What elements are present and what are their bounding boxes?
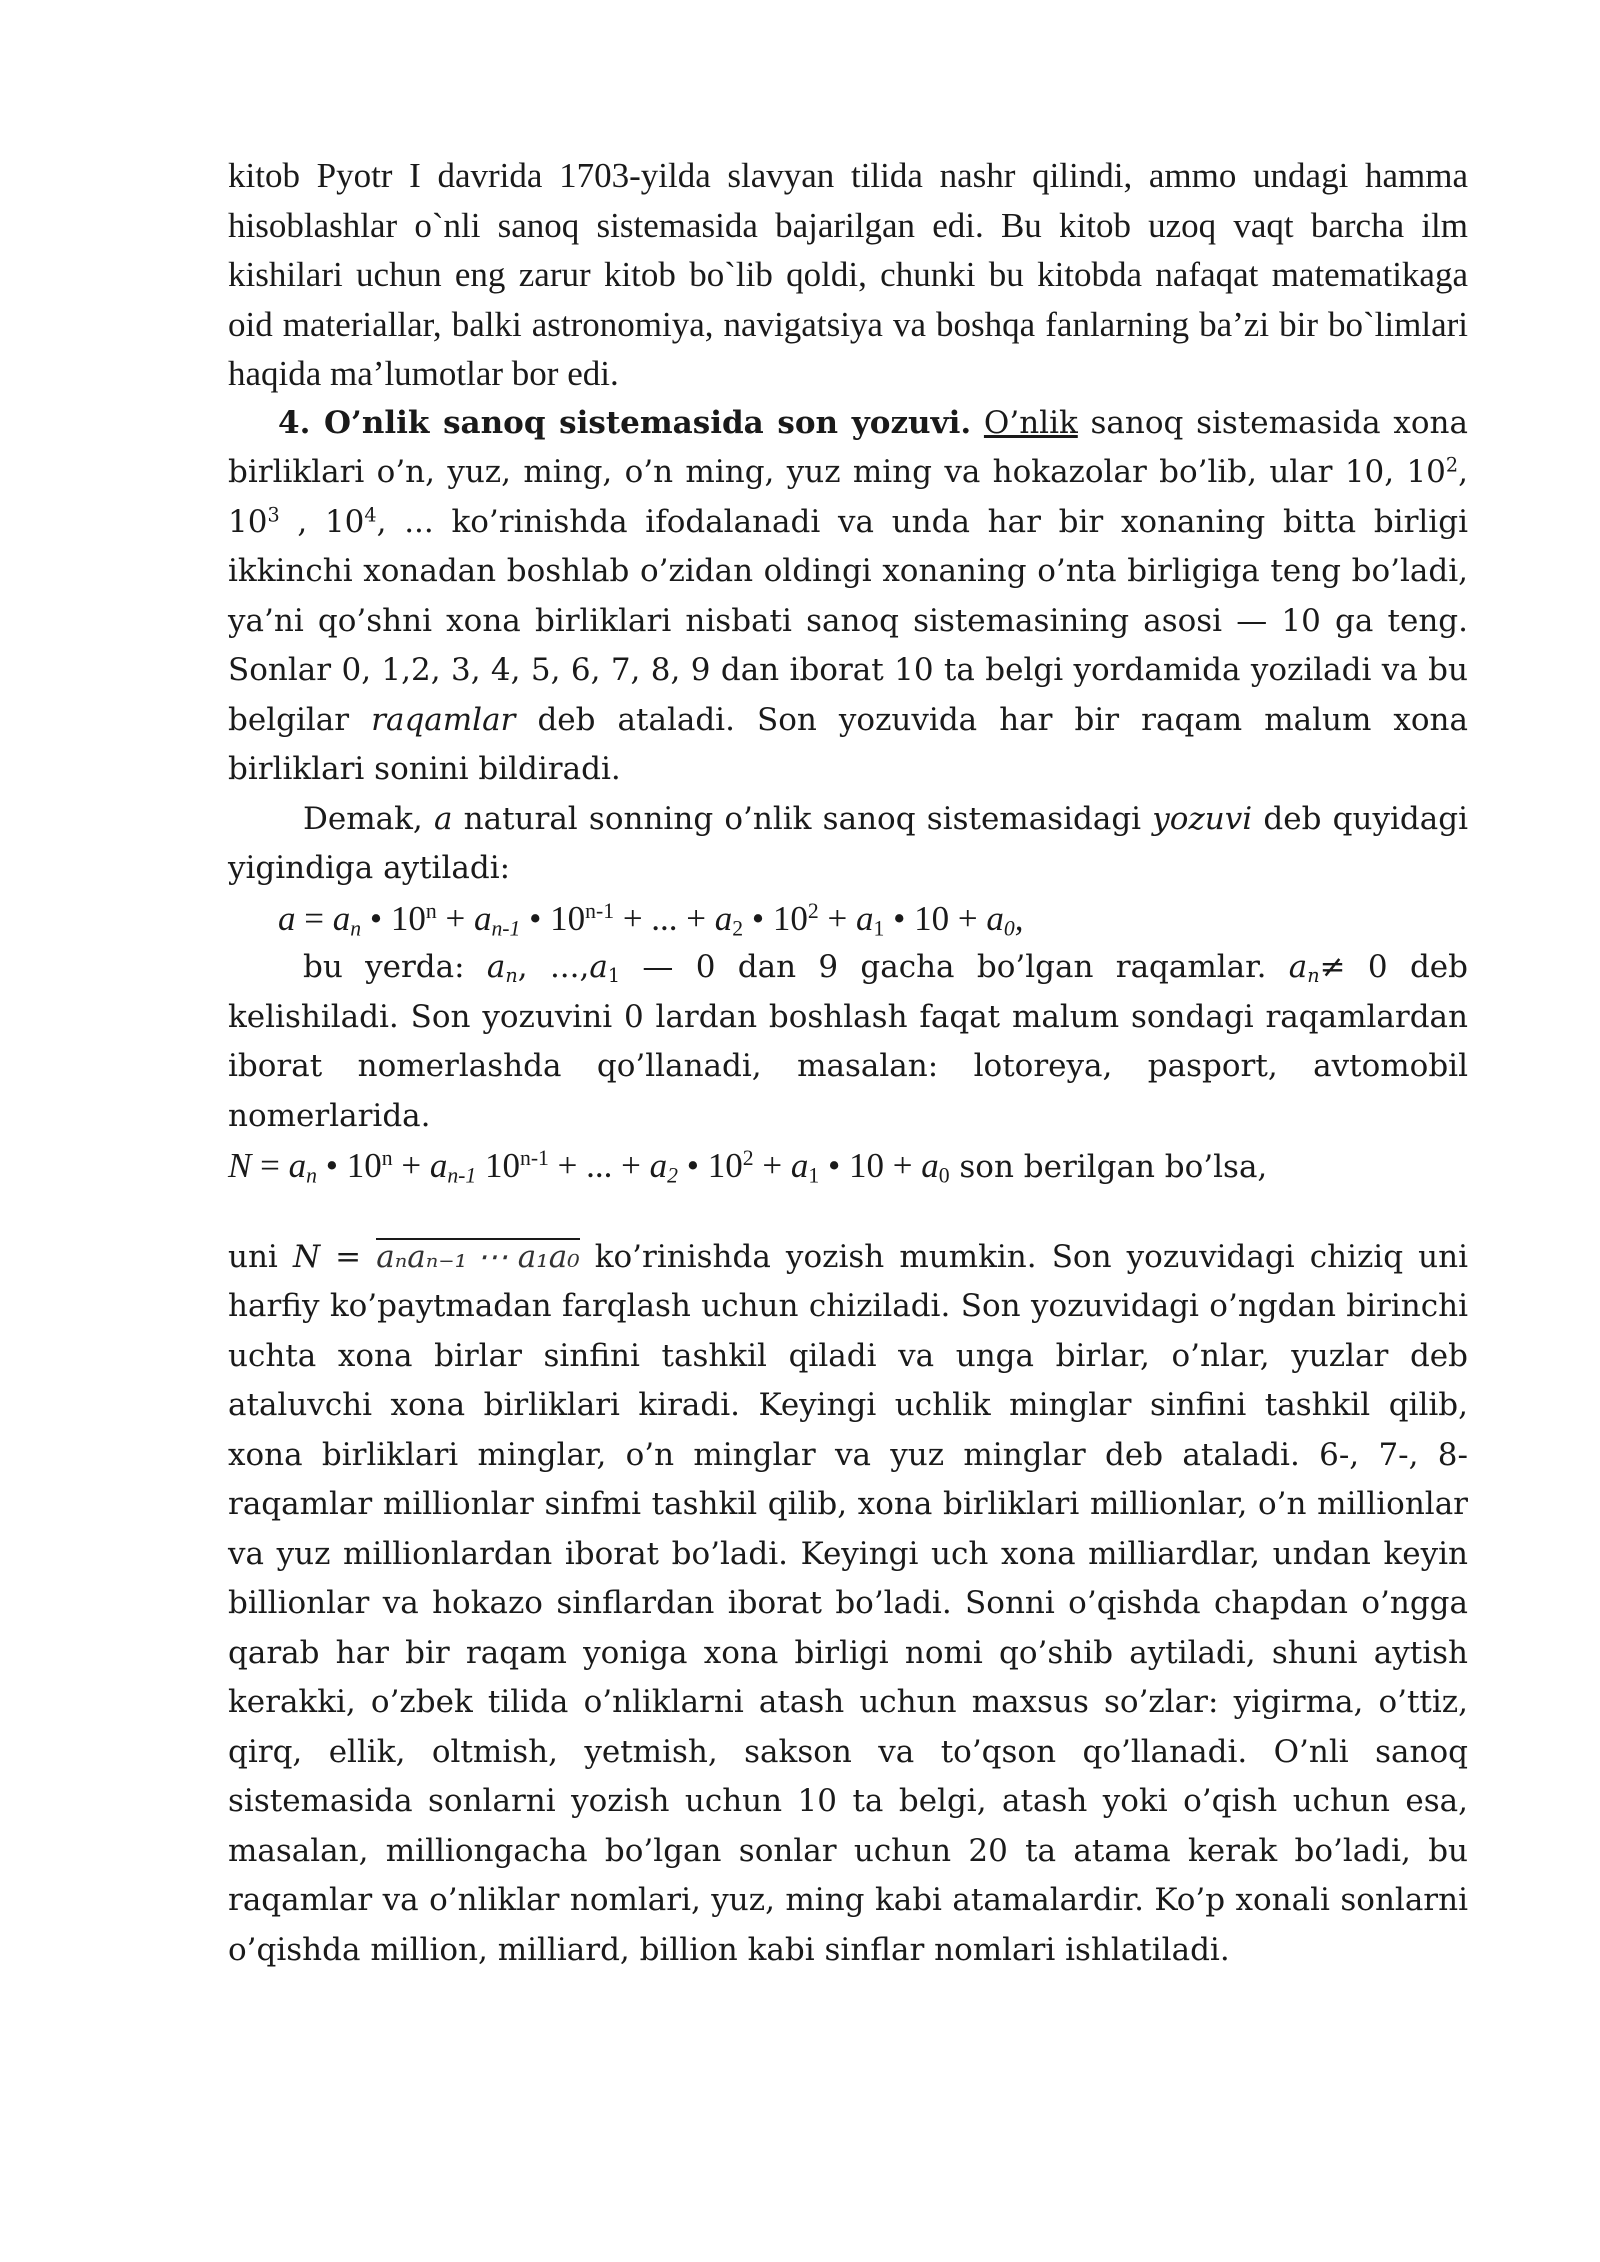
section-text: , ... ko’rinishda ifodalanadi va unda har bir xonaning bitta birligi ikkinchi xonadan boshlab o’zidan oldingi xonaning o’nta birligiga teng bo’ladi, ya’ni qo’shni xona birliklari nisbati sanoq sistemasining asosi — 10 ga teng. Sonlar 0, 1,2, 3, 4, 5, 6, 7, 8, 9 dan iborat 10 ta belgi yordamida yoziladi va bu belgilar bbox=[228, 503, 1468, 738]
formula-text: 10 bbox=[476, 1146, 520, 1185]
formula-text: + bbox=[753, 1146, 791, 1185]
subscript: 1 bbox=[607, 963, 621, 987]
section-text: , 10 bbox=[279, 503, 365, 540]
formula-subscript: n-1 bbox=[447, 1163, 477, 1188]
formula-subscript: n bbox=[306, 1163, 317, 1188]
formula-subscript: 1 bbox=[808, 1163, 820, 1188]
formula-text: • 10 + bbox=[884, 898, 987, 938]
formula-text: • 10 bbox=[361, 898, 426, 938]
bu-yerda-paragraph bbox=[228, 943, 1468, 1141]
paragraph-text: ≠ 0 deb kelishiladi. Son yozuvini 0 lardan boshlash faqat malum sondagi raqamlardan iborat nomerlashda qo’llanadi, masalan: lotoreya, pasport, avtomobil nomerlarida. bbox=[228, 949, 1468, 1134]
formula-var: a bbox=[278, 898, 296, 938]
formula-text: + ... + bbox=[614, 898, 715, 938]
formula-text: = bbox=[295, 898, 333, 938]
formula-subscript: 2 bbox=[732, 915, 744, 940]
formula-text: • 10 bbox=[743, 898, 808, 938]
italic-variable: a bbox=[486, 949, 506, 985]
italic-term: yozuvi bbox=[1152, 800, 1253, 837]
formula-text: + ... + bbox=[548, 1146, 650, 1185]
formula-subscript: 1 bbox=[873, 915, 885, 940]
superscript: 4 bbox=[364, 502, 377, 526]
formula-var: a bbox=[986, 898, 1004, 938]
paragraph-text: ko’rinishda yozish mumkin. Son yozuvidagi chiziq uni harfiy ko’paytmadan farqlash uchun chiziladi. Son yozuvidagi o’ngdan birinchi uchta xona birlar sinfini tashkil qiladi va unga birlar, o’nlar, yuzlar deb ataluvchi xona birliklari kiradi. Keyingi uchlik minglar sinfini tashkil qilib, xona birliklari minglar, o’n minglar va yuz minglar deb ataladi. 6-, 7-, 8-raqamlar millionlar sinfmi tashkil qilib, xona birliklari millionlar, o’n millionlar va yuz millionlardan iborat bo’ladi. Keyingi uch xona milliardlar, undan keyin billionlar va hokazo sinflardan iborat bo’ladi. Sonni o’qishda chapdan o’ngga qarab har bir raqam yoniga xona birligi nomi qo’shib aytiladi, shuni aytish kerakki, o’zbek tilida o’nliklarni atash uchun maxsus so’zlar: yigirma, o’ttiz, qirq, ellik, oltmish, yetmish, sakson va to’qson qo’llanadi. O’nli sanoq sistemasida sonlarni yozish uchun 10 ta belgi, atash yoki o’qish uchun esa, masalan, milliongacha bo’lgan sonlar uchun 20 ta atama kerak bo’ladi, bu raqamlar va o’nliklar nomlari, yuz, ming kabi atamalardir. Ko’p xonali sonlarni o’qishda million, milliard, billion kabi sinflar nomlari ishlatiladi. bbox=[228, 1238, 1468, 1968]
formula-number-n bbox=[228, 1141, 1468, 1193]
formula-var: a bbox=[288, 1146, 307, 1185]
formula-subscript: n bbox=[350, 915, 362, 940]
formula-text: • 10 bbox=[677, 1146, 743, 1185]
formula-var: a bbox=[473, 898, 492, 938]
italic-variable: a bbox=[433, 800, 453, 837]
subscript: n bbox=[505, 963, 518, 987]
subscript: n bbox=[1307, 963, 1320, 987]
formula-var: a bbox=[921, 1146, 939, 1185]
section-text: , 10 bbox=[228, 454, 1468, 540]
formula-var: a bbox=[332, 898, 351, 938]
intro-text: kitob Pyotr I davrida 1703-yilda slavyan tilida nashr qilindi, ammo undagi hamma hisoblashlar o`nli sanoq sistemasida bajarilgan edi. Bu kitob uzoq vaqt barcha ilm kishilari uchun eng zarur kitob bo`lib qoldi, chunki bu kitobda nafaqat matematikaga oid materiallar, balki astronomiya, navigatsiya va boshqa fanlarning ba’zi bir bo`limlari haqida ma’lumotlar bor edi. bbox=[228, 156, 1468, 393]
formula-superscript: n-1 bbox=[519, 1146, 549, 1171]
intro-paragraph bbox=[228, 151, 1468, 399]
formula-var: a bbox=[429, 1146, 448, 1185]
formula-superscript: n-1 bbox=[585, 898, 615, 923]
formula-sum bbox=[228, 894, 1468, 944]
paragraph-text: deb quyidagi yigindiga aytiladi: bbox=[228, 800, 1468, 886]
formula-var: a bbox=[649, 1146, 668, 1185]
overlined-digit-notation: aₙaₙ₋₁ ⋯ a₁a₀ bbox=[376, 1238, 580, 1275]
uni-paragraph bbox=[228, 1233, 1468, 1976]
section-4-paragraph bbox=[228, 399, 1468, 795]
italic-variable: a bbox=[1288, 949, 1308, 985]
formula-text: + bbox=[818, 898, 856, 938]
underlined-term: O’nlik bbox=[983, 404, 1078, 441]
formula-var: N bbox=[228, 1146, 252, 1185]
italic-variable: N bbox=[292, 1238, 321, 1275]
formula-text: • 10 + bbox=[819, 1146, 922, 1185]
superscript: 3 bbox=[267, 502, 280, 526]
formula-text: = bbox=[251, 1146, 289, 1185]
paragraph-text: bu yerda: bbox=[303, 949, 487, 985]
italic-term: raqamlar bbox=[371, 701, 516, 738]
formula-text: • 10 bbox=[316, 1146, 382, 1185]
formula-var: a bbox=[856, 898, 874, 938]
paragraph-text: — 0 dan 9 gacha bo’lgan raqamlar. bbox=[620, 949, 1289, 985]
section-text: sanoq sistemasida xona birliklari o’n, yuz, ming, o’n ming, yuz ming va hokazolar bo’lib, ular 10, 10 bbox=[228, 404, 1468, 490]
demak-paragraph bbox=[228, 795, 1468, 894]
formula-text: , bbox=[1014, 898, 1024, 938]
formula-var: a bbox=[790, 1146, 809, 1185]
formula-superscript: 2 bbox=[807, 898, 819, 923]
formula-superscript: n bbox=[425, 898, 437, 923]
formula-superscript: 2 bbox=[742, 1146, 754, 1171]
formula-tail-text: son berilgan bo’lsa, bbox=[949, 1149, 1268, 1185]
formula-text: + bbox=[392, 1146, 430, 1185]
formula-text: • 10 bbox=[520, 898, 586, 938]
vertical-spacer bbox=[228, 1193, 1468, 1233]
superscript: 2 bbox=[1445, 453, 1459, 477]
formula-superscript: n bbox=[381, 1146, 393, 1171]
formula-subscript: n-1 bbox=[491, 915, 521, 940]
formula-text: + bbox=[436, 898, 474, 938]
section-text: deb ataladi. Son yozuvida har bir raqam malum xona birliklari sonini bildiradi. bbox=[228, 701, 1469, 787]
document-page bbox=[228, 151, 1468, 1975]
paragraph-text: uni bbox=[228, 1238, 293, 1275]
formula-subscript: 2 bbox=[667, 1163, 678, 1188]
italic-variable: a bbox=[589, 949, 608, 985]
formula-var: a bbox=[714, 898, 733, 938]
formula-subscript: 0 bbox=[938, 1163, 950, 1188]
paragraph-text: , ..., bbox=[517, 949, 590, 985]
paragraph-text: = bbox=[320, 1238, 377, 1275]
paragraph-text: Demak, bbox=[303, 800, 434, 837]
formula-subscript: 0 bbox=[1003, 915, 1015, 940]
section-heading: 4. O’nlik sanoq sistemasida son yozuvi. bbox=[278, 404, 972, 441]
paragraph-text: natural sonning o’nlik sanoq sistemasidagi bbox=[452, 800, 1153, 837]
